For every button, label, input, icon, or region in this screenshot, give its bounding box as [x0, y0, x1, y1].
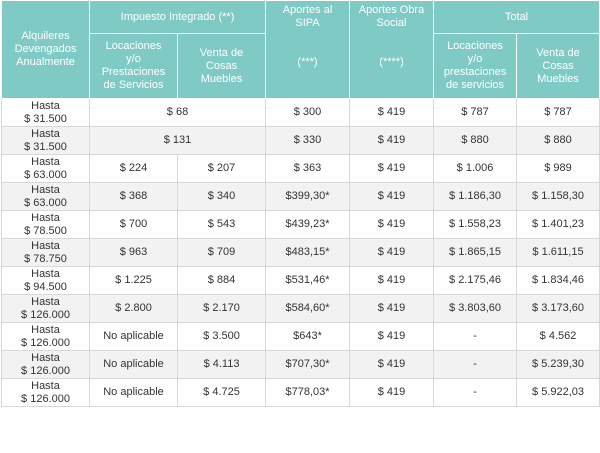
cell-alquiler-range [2, 267, 90, 295]
header-alquileres-line: Anualmente [16, 56, 75, 68]
cell-total-venta: $ 1.401,23 [517, 211, 600, 239]
cell-locaciones: $ 368 [90, 183, 178, 211]
cell-total-venta: $ 1.611,15 [517, 239, 600, 267]
range-amount: $ 63.000 [24, 168, 67, 181]
header-total-locaciones-line: y/o [467, 53, 483, 65]
table-row [2, 183, 600, 211]
range-amount: $ 78.750 [24, 252, 67, 265]
cell-aportes-obra-social: $ 419 [350, 183, 434, 211]
cell-total-locaciones: $ 880 [434, 127, 517, 155]
cell-total-venta: $ 989 [517, 155, 600, 183]
range-amount: $ 126.000 [21, 336, 70, 349]
cell-total-venta: $ 4.562 [517, 323, 600, 351]
range-amount: $ 126.000 [21, 392, 70, 405]
cell-aportes-sipa: $778,03* [266, 379, 350, 407]
cell-aportes-obra-social: $ 419 [350, 351, 434, 379]
range-hasta: Hasta [31, 239, 60, 252]
cell-alquiler-range [2, 99, 90, 127]
cell-total-venta: $ 1.834,46 [517, 267, 600, 295]
header-locaciones [90, 34, 178, 99]
cell-venta: $ 3.500 [178, 323, 266, 351]
header-locaciones-line: Locaciones [105, 40, 162, 52]
cell-venta: $ 207 [178, 155, 266, 183]
cell-total-locaciones: - [434, 323, 517, 351]
cell-aportes-obra-social: $ 419 [350, 127, 434, 155]
cell-locaciones: No aplicable [90, 379, 178, 407]
range-amount: $ 31.500 [24, 112, 67, 125]
cell-alquiler-range [2, 323, 90, 351]
table-row [2, 267, 600, 295]
cell-aportes-obra-social: $ 419 [350, 379, 434, 407]
header-alquileres [2, 1, 90, 99]
cell-alquiler-range [2, 155, 90, 183]
range-amount: $ 94.500 [24, 280, 67, 293]
header-total-locaciones-line: prestaciones [443, 66, 507, 78]
cell-total-venta: $ 880 [517, 127, 600, 155]
monotributo-table [1, 0, 600, 407]
cell-alquiler-range [2, 211, 90, 239]
cell-total-locaciones: $ 2.175,46 [434, 267, 517, 295]
range-hasta: Hasta [31, 183, 60, 196]
cell-aportes-sipa: $531,46* [266, 267, 350, 295]
range-amount: $ 126.000 [21, 308, 70, 321]
range-hasta: Hasta [31, 211, 60, 224]
cell-venta: $ 543 [178, 211, 266, 239]
header-total-venta-line: Cosas [542, 59, 574, 72]
table-body [2, 99, 600, 407]
cell-aportes-obra-social: $ 419 [350, 295, 434, 323]
cell-locaciones: $ 224 [90, 155, 178, 183]
cell-venta: $ 4.113 [178, 351, 266, 379]
cell-aportes-sipa: $483,15* [266, 239, 350, 267]
range-hasta: Hasta [31, 351, 60, 364]
cell-total-locaciones: $ 1.865,15 [434, 239, 517, 267]
range-hasta: Hasta [31, 267, 60, 280]
header-total-locaciones-line: Locaciones [447, 40, 503, 52]
cell-venta: $ 709 [178, 239, 266, 267]
cell-total-venta: $ 787 [517, 99, 600, 127]
table-row [2, 295, 600, 323]
table-row [2, 323, 600, 351]
header-aportes-obra-line: Social [376, 17, 407, 29]
header-total-locaciones-line: de servicios [445, 79, 505, 91]
header-total-venta-line: Venta de [536, 46, 580, 59]
header-locaciones-line: Prestaciones [101, 66, 166, 78]
header-venta-line: Venta de [199, 46, 244, 59]
header-venta-line: Muebles [200, 72, 243, 85]
header-aportes-obra-social [350, 1, 434, 99]
header-alquileres-line: Devengados [14, 43, 77, 55]
cell-venta: $ 2.170 [178, 295, 266, 323]
cell-total-locaciones: $ 787 [434, 99, 517, 127]
cell-locaciones: No aplicable [90, 323, 178, 351]
cell-impuesto-integrado: $ 68 [90, 99, 266, 127]
cell-total-locaciones: $ 1.558,23 [434, 211, 517, 239]
cell-aportes-sipa: $643* [266, 323, 350, 351]
header-impuesto-integrado: Impuesto Integrado (**) [90, 1, 266, 34]
cell-total-venta: $ 3.173,60 [517, 295, 600, 323]
cell-total-venta: $ 5.922,03 [517, 379, 600, 407]
header-aportes-obra-line: Aportes Obra [358, 4, 425, 16]
cell-aportes-obra-social: $ 419 [350, 155, 434, 183]
cell-aportes-sipa: $ 330 [266, 127, 350, 155]
cell-venta: $ 4.725 [178, 379, 266, 407]
cell-alquiler-range [2, 183, 90, 211]
cell-total-venta: $ 5.239,30 [517, 351, 600, 379]
table-row [2, 211, 600, 239]
cell-alquiler-range [2, 295, 90, 323]
range-hasta: Hasta [31, 155, 60, 168]
cell-alquiler-range [2, 239, 90, 267]
cell-aportes-obra-social: $ 419 [350, 211, 434, 239]
header-alquileres-line: Alquileres [21, 30, 70, 42]
cell-aportes-sipa: $ 300 [266, 99, 350, 127]
header-locaciones-line: y/o [126, 53, 141, 65]
cell-locaciones: $ 963 [90, 239, 178, 267]
cell-locaciones: $ 700 [90, 211, 178, 239]
cell-total-locaciones: - [434, 351, 517, 379]
table-row [2, 99, 600, 127]
header-total: Total [434, 1, 600, 34]
range-hasta: Hasta [31, 99, 60, 112]
cell-aportes-sipa: $399,30* [266, 183, 350, 211]
table-row [2, 155, 600, 183]
cell-aportes-obra-social: $ 419 [350, 323, 434, 351]
cell-aportes-sipa: $439,23* [266, 211, 350, 239]
cell-locaciones: No aplicable [90, 351, 178, 379]
header-aportes-sipa-note: (***) [297, 56, 318, 68]
range-hasta: Hasta [31, 127, 60, 140]
header-total-venta-line: Muebles [537, 72, 579, 85]
header-venta-cosas-muebles [178, 34, 266, 99]
header-aportes-sipa-line: Aportes al [282, 4, 333, 16]
cell-aportes-sipa: $707,30* [266, 351, 350, 379]
cell-alquiler-range [2, 127, 90, 155]
header-venta-line: Cosas [205, 59, 238, 72]
cell-aportes-sipa: $ 363 [266, 155, 350, 183]
cell-locaciones: $ 2.800 [90, 295, 178, 323]
header-total-locaciones [434, 34, 517, 99]
cell-venta: $ 340 [178, 183, 266, 211]
cell-alquiler-range [2, 351, 90, 379]
range-hasta: Hasta [31, 295, 60, 308]
cell-venta: $ 884 [178, 267, 266, 295]
header-aportes-obra-note: (****) [379, 56, 404, 68]
range-amount: $ 78.500 [24, 224, 67, 237]
cell-aportes-obra-social: $ 419 [350, 267, 434, 295]
cell-total-locaciones: $ 3.803,60 [434, 295, 517, 323]
cell-aportes-obra-social: $ 419 [350, 99, 434, 127]
header-aportes-sipa-line: SIPA [295, 17, 320, 29]
header-total-venta [517, 34, 600, 99]
cell-total-locaciones: $ 1.186,30 [434, 183, 517, 211]
table-header [2, 1, 600, 99]
range-amount: $ 63.000 [24, 196, 67, 209]
cell-impuesto-integrado: $ 131 [90, 127, 266, 155]
table-row [2, 351, 600, 379]
table-row [2, 379, 600, 407]
cell-aportes-obra-social: $ 419 [350, 239, 434, 267]
range-hasta: Hasta [31, 379, 60, 392]
cell-aportes-sipa: $584,60* [266, 295, 350, 323]
cell-alquiler-range [2, 379, 90, 407]
cell-total-locaciones: $ 1.006 [434, 155, 517, 183]
table-row [2, 239, 600, 267]
range-amount: $ 31.500 [24, 140, 67, 153]
cell-total-venta: $ 1.158,30 [517, 183, 600, 211]
range-hasta: Hasta [31, 323, 60, 336]
header-locaciones-line: de Servicios [103, 79, 164, 91]
header-aportes-sipa [266, 1, 350, 99]
range-amount: $ 126.000 [21, 364, 70, 377]
cell-locaciones: $ 1.225 [90, 267, 178, 295]
table-row [2, 127, 600, 155]
cell-total-locaciones: - [434, 379, 517, 407]
